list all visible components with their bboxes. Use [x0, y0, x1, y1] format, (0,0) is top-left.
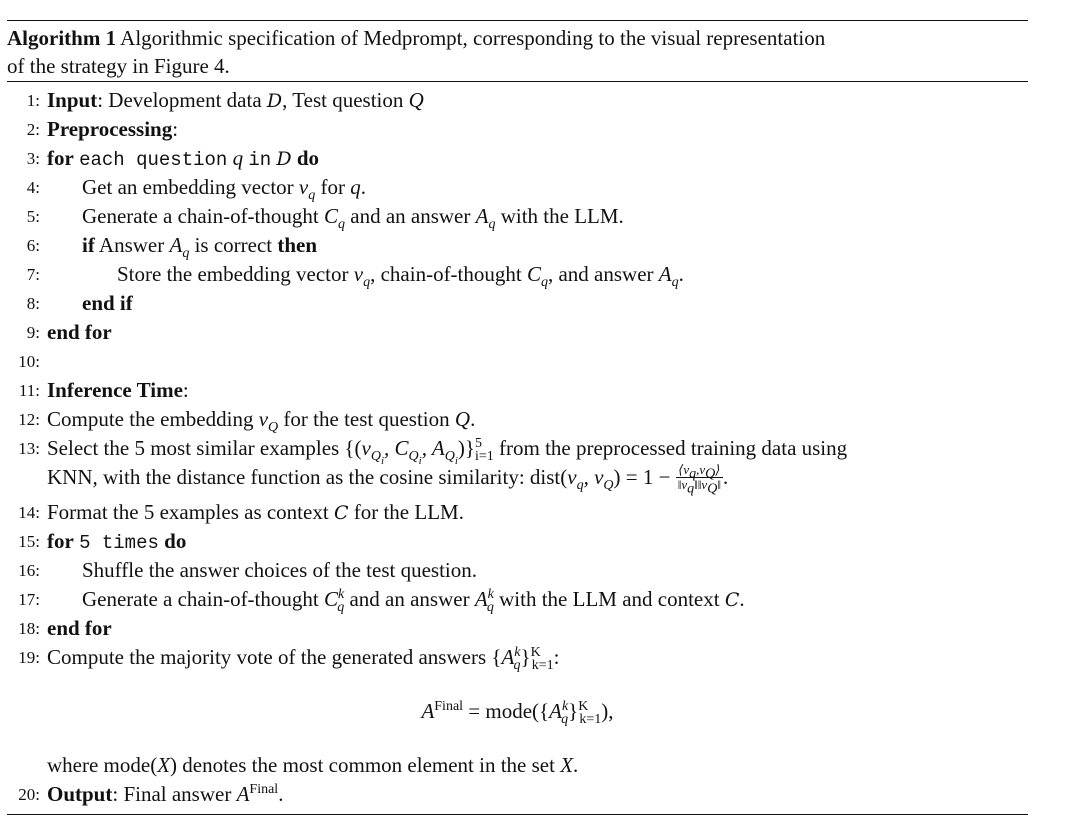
line-4 [7, 173, 1028, 202]
line-text: for 5 times do [47, 529, 187, 554]
line-number: 5: [26, 207, 40, 226]
bottom-rule [7, 814, 1028, 815]
line-16 [7, 556, 1028, 585]
line-number: 17: [18, 590, 40, 609]
caption-text: Algorithmic specification of Medprompt, corresponding to the visual representation [120, 26, 826, 50]
line-18 [7, 614, 1028, 643]
line-number: 15: [18, 532, 40, 551]
line-number: 9: [26, 323, 40, 342]
line-number: 20: [18, 785, 40, 804]
line-number: 13: [18, 439, 40, 458]
line-text: Format the 5 examples as context C for the LLM. [47, 500, 464, 524]
line-number: 18: [18, 619, 40, 638]
line-text: Input: Development data D, Test question Q [47, 88, 424, 112]
line-19 [7, 643, 1028, 672]
line-text: for each question q in D do [47, 146, 320, 171]
line-number: 16: [18, 561, 40, 580]
line-11 [7, 376, 1028, 405]
line-text: Get an embedding vector $v_q$ for q. [82, 175, 366, 204]
line-number: 11: [18, 381, 40, 400]
caption-text-cont: of the strategy in Figure 4. [7, 54, 230, 78]
line-text: Store the embedding vector $v_q$, chain-of-thought $C_q$, and answer $A_q$. [117, 262, 684, 291]
line-10 [7, 347, 1028, 376]
line-text: Compute the embedding $v_Q$ for the test question Q. [47, 407, 476, 436]
cosine-fraction: $\frac{⟨v_q,v_Q⟩}{‖v_q‖‖v_Q‖}$ [677, 461, 721, 497]
line-number: 2: [26, 120, 40, 139]
line-number: 19: [18, 648, 40, 667]
caption-rule [7, 81, 1028, 82]
line-text: Generate a chain-of-thought $C_q$ and an answer $A_q$ with the LLM. [82, 204, 624, 233]
line-text: Preprocessing: [47, 117, 179, 141]
top-rule [7, 20, 1028, 21]
line-15 [7, 527, 1028, 556]
line-number: 1: [26, 91, 40, 110]
line-1 [7, 86, 1028, 115]
line-8 [7, 289, 1028, 318]
line-number: 10: [18, 352, 40, 371]
line-7 [7, 260, 1028, 289]
line-text: where mode(X) denotes the most common element in the set X. [47, 753, 579, 777]
line-number: 8: [26, 294, 40, 313]
line-text: Compute the majority vote of the generated answers $\{A^k_q\}^K_{k=1}$: [47, 645, 560, 674]
line-number: 7: [26, 265, 40, 284]
line-text: Inference Time: [47, 378, 189, 402]
line-text: end for [47, 320, 112, 344]
algorithm-caption [7, 24, 1028, 80]
line-3 [7, 144, 1028, 173]
line-text: KNN, with the distance function as the cosine similarity: $dist(v_q$, $v_Q) = 1$ − $\frac{⟨v_q,v_Q⟩}{‖v_q‖‖v_Q‖}$ . [47, 461, 729, 497]
line-number: 4: [26, 178, 40, 197]
line-text: end for [47, 616, 112, 640]
line-text: end if [82, 291, 133, 315]
line-13 [7, 434, 1028, 467]
line-number: 6: [26, 236, 40, 255]
line-number: 12: [18, 410, 40, 429]
line-14 [7, 498, 1028, 527]
line-2 [7, 115, 1028, 144]
line-number: 14: [18, 503, 40, 522]
line-text: Select the 5 most similar examples {($v_{Q_i}$, $C_{Q_i}$, $A_{Q_i})\}^5_{i=1}$ from the preprocessed training data using [47, 436, 848, 467]
line-20 [7, 780, 1028, 809]
line-5 [7, 202, 1028, 231]
line-text: if Answer $A_q$ is correct then [82, 233, 318, 262]
line-number: 3: [26, 149, 40, 168]
caption-label: Algorithm 1 [7, 26, 117, 50]
line-9 [7, 318, 1028, 347]
line-13-cont [7, 461, 1028, 497]
line-12 [7, 405, 1028, 434]
line-17 [7, 585, 1028, 614]
majority-vote-equation: $A^{Final}$ = $mode(\{A^k_q\}^K_{k=1})$, [421, 699, 614, 728]
line-6 [7, 231, 1028, 260]
line-19-cont [7, 751, 1028, 780]
line-text: Generate a chain-of-thought $C^k_q$ and an answer $A^k_q$ with the LLM and context C. [82, 587, 745, 616]
line-text: Output: Final answer $A^{Final}$. [47, 782, 284, 806]
line-text: Shuffle the answer choices of the test question. [82, 558, 478, 582]
